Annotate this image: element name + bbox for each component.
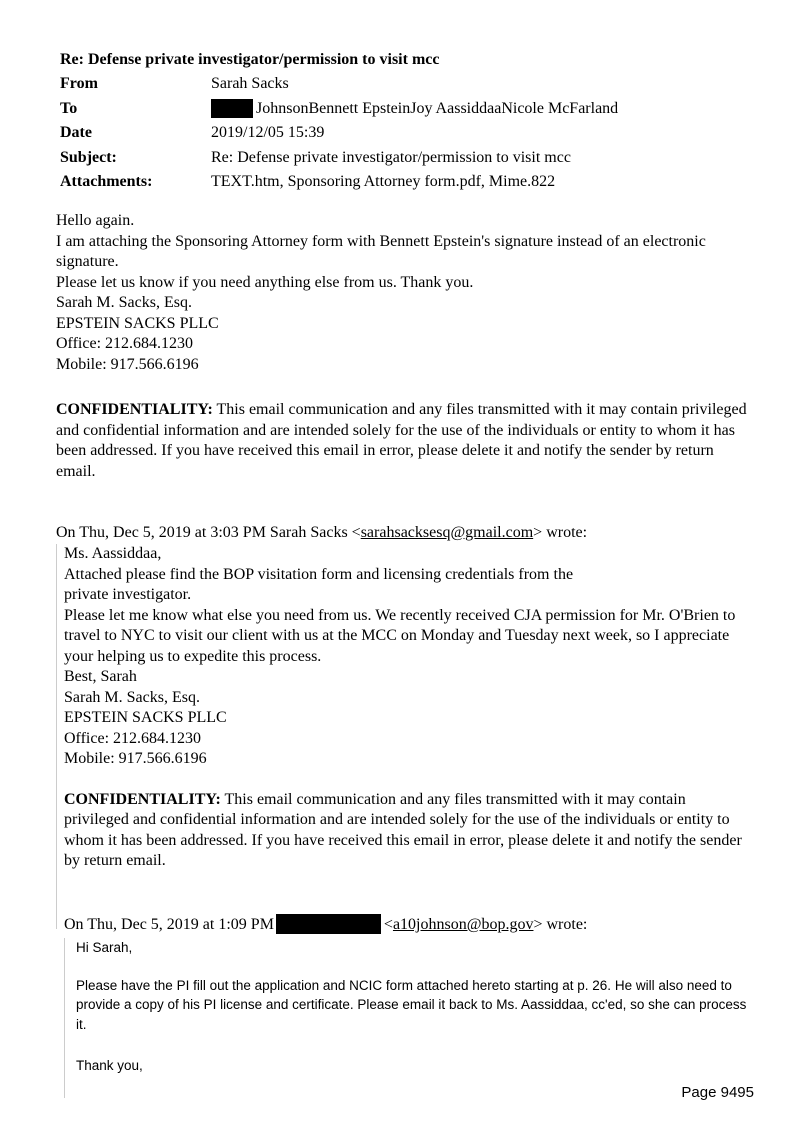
redaction-block	[276, 914, 381, 934]
quote-attribution	[56, 523, 756, 544]
quote-line: Please let me know what else you need from us. We recently received CJA permission for Mr. O'Brien to travel to NYC to visit our client with us at the MCC on Monday and Tuesday next week, so I appreciate your helping us to expedite this process.	[64, 606, 736, 665]
quoted-message	[56, 544, 754, 929]
confidentiality-notice	[56, 400, 756, 482]
from-row	[60, 72, 618, 96]
email-header	[60, 48, 618, 194]
attribution-text: On Thu, Dec 5, 2019 at 1:09 PM	[64, 916, 274, 933]
date-label: Date	[60, 124, 92, 142]
quote-line: private investigator.	[64, 586, 192, 603]
sender-email-link[interactable]: sarahsacksesq@gmail.com	[360, 524, 534, 541]
nested-quote-attribution	[64, 915, 587, 936]
confidentiality-label: CONFIDENTIALITY:	[56, 401, 213, 418]
signature-name: Sarah M. Sacks, Esq.	[56, 294, 192, 311]
signature-name: Sarah M. Sacks, Esq.	[64, 688, 200, 706]
confidentiality-notice	[64, 790, 754, 872]
attachments-value: TEXT.htm, Sponsoring Attorney form.pdf, Mime.822	[211, 173, 556, 191]
subject-value: Re: Defense private investigator/permission to visit mcc	[211, 148, 571, 166]
page-number: Page 9495	[681, 1084, 754, 1101]
attribution-text: On Thu, Dec 5, 2019 at 3:03 PM Sarah Sacks <	[56, 524, 361, 541]
from-value: Sarah Sacks	[211, 75, 289, 93]
to-label: To	[60, 99, 78, 117]
attachments-row	[60, 170, 618, 194]
attribution-bracket: <	[383, 916, 393, 933]
signature-mobile: Mobile: 917.566.6196	[64, 750, 207, 767]
attribution-suffix: > wrote:	[533, 916, 588, 933]
quote-line: Attached please find the BOP visitation form and licensing credentials from the	[64, 565, 574, 583]
quote-line: Ms. Aassiddaa,	[64, 545, 162, 562]
signature-office: Office: 212.684.1230	[56, 335, 194, 352]
greeting: Hi Sarah,	[76, 940, 133, 955]
confidentiality-text: This email communication and any files transmitted with it may contain privileged and confidential information and are intended solely for the use of the individuals or entity to whom it has been addressed. If you have received this email in error, please delete it and notify the sender by return email.	[64, 790, 742, 869]
nested-quoted-message	[64, 938, 756, 1098]
message-line: Hello again.	[56, 212, 135, 229]
date-value: 2019/12/05 15:39	[211, 124, 325, 142]
attachments-label: Attachments:	[60, 173, 153, 191]
to-cell	[211, 97, 618, 121]
sender-email-link[interactable]: a10johnson@bop.gov	[392, 916, 534, 933]
date-row	[60, 121, 618, 145]
confidentiality-text: This email communication and any files transmitted with it may contain privileged and confidential information and are intended solely for the use of the individuals or entity to whom it has been addressed. If you have received this email in error, please delete it and notify the sender by return email.	[56, 401, 747, 480]
signature-office: Office: 212.684.1230	[64, 729, 202, 747]
signature-mobile: Mobile: 917.566.6196	[56, 355, 199, 373]
quote-body: Please have the PI fill out the application and NCIC form attached hereto starting at p. 26. He will also need to provide a copy of his PI license and certificate. Please email it back to Ms. Aassiddaa, cc'ed, so she can process it.	[76, 977, 747, 1032]
confidentiality-label: CONFIDENTIALITY:	[64, 790, 221, 808]
to-value: JohnsonBennett EpsteinJoy AassiddaaNicole McFarland	[256, 99, 619, 117]
quote-line: Best, Sarah	[64, 668, 137, 685]
to-row	[60, 97, 618, 121]
subject-label: Subject:	[60, 148, 117, 166]
subject-row	[60, 146, 618, 170]
message-body	[56, 211, 756, 375]
signature-firm: EPSTEIN SACKS PLLC	[64, 709, 227, 726]
attribution-suffix: > wrote:	[533, 524, 588, 541]
email-title: Re: Defense private investigator/permission to visit mcc	[60, 51, 440, 68]
signature-firm: EPSTEIN SACKS PLLC	[56, 314, 219, 332]
message-line: I am attaching the Sponsoring Attorney form with Bennett Epstein's signature instead of an electronic signature.	[56, 232, 706, 270]
from-label: From	[60, 75, 98, 93]
closing: Thank you,	[76, 1058, 143, 1073]
message-line: Please let us know if you need anything else from us. Thank you.	[56, 273, 474, 291]
redaction-block	[211, 99, 253, 118]
